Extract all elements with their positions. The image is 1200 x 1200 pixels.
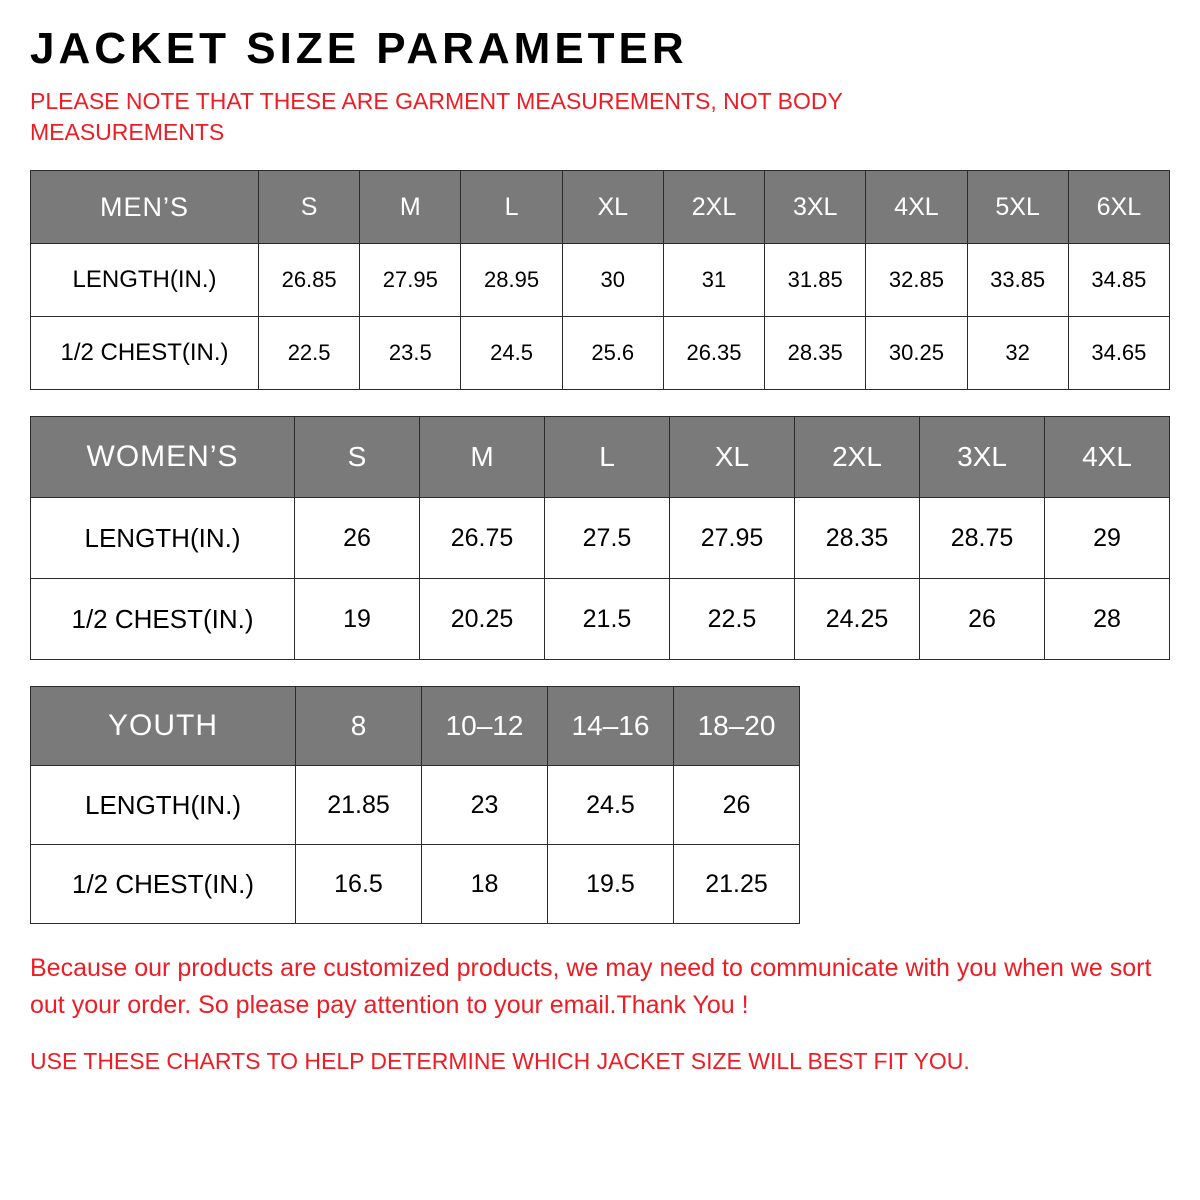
table-cell: 29 bbox=[1045, 498, 1170, 579]
table-row bbox=[31, 244, 1170, 317]
table-row bbox=[31, 766, 800, 845]
table-cell: 20.25 bbox=[420, 579, 545, 660]
table-cell: 27.95 bbox=[360, 244, 461, 317]
table-cell: 26.85 bbox=[259, 244, 360, 317]
table-cell: 19 bbox=[295, 579, 420, 660]
table-cell: 22.5 bbox=[259, 317, 360, 390]
row-label: 1/2 CHEST(IN.) bbox=[31, 317, 259, 390]
table-cell: 24.5 bbox=[461, 317, 562, 390]
table-row bbox=[31, 579, 1170, 660]
table-cell: 23.5 bbox=[360, 317, 461, 390]
header-cell-size: L bbox=[545, 417, 670, 498]
garment-measurement-note: PLEASE NOTE THAT THESE ARE GARMENT MEASUREMENTS, NOT BODY MEASUREMENTS bbox=[30, 88, 843, 146]
table-header-row bbox=[31, 171, 1170, 244]
table-cell: 30.25 bbox=[866, 317, 967, 390]
mens-size-table bbox=[30, 170, 1170, 390]
youth-size-table bbox=[30, 686, 800, 924]
header-cell-size: 10–12 bbox=[422, 687, 548, 766]
table-header-row bbox=[31, 687, 800, 766]
table-cell: 16.5 bbox=[296, 845, 422, 924]
header-cell-size: 4XL bbox=[1045, 417, 1170, 498]
header-cell-size: XL bbox=[562, 171, 663, 244]
header-cell-category: WOMEN’S bbox=[31, 417, 295, 498]
table-cell: 26.35 bbox=[663, 317, 764, 390]
header-cell-size: L bbox=[461, 171, 562, 244]
table-cell: 28.35 bbox=[795, 498, 920, 579]
header-cell-category: MEN’S bbox=[31, 171, 259, 244]
table-row bbox=[31, 317, 1170, 390]
table-cell: 31 bbox=[663, 244, 764, 317]
header-cell-size: 14–16 bbox=[548, 687, 674, 766]
row-label: LENGTH(IN.) bbox=[31, 498, 295, 579]
header-cell-size: 5XL bbox=[967, 171, 1068, 244]
table-cell: 33.85 bbox=[967, 244, 1068, 317]
row-label: 1/2 CHEST(IN.) bbox=[31, 845, 296, 924]
header-cell-category: YOUTH bbox=[31, 687, 296, 766]
header-cell-size: 3XL bbox=[920, 417, 1045, 498]
header-cell-size: XL bbox=[670, 417, 795, 498]
table-cell: 21.5 bbox=[545, 579, 670, 660]
header-cell-size: 8 bbox=[296, 687, 422, 766]
table-cell: 28 bbox=[1045, 579, 1170, 660]
table-cell: 32 bbox=[967, 317, 1068, 390]
header-cell-size: 4XL bbox=[866, 171, 967, 244]
table-cell: 19.5 bbox=[548, 845, 674, 924]
table-cell: 32.85 bbox=[866, 244, 967, 317]
header-cell-size: 3XL bbox=[765, 171, 866, 244]
table-cell: 26 bbox=[674, 766, 800, 845]
header-cell-size: 18–20 bbox=[674, 687, 800, 766]
table-cell: 21.85 bbox=[296, 766, 422, 845]
womens-size-table bbox=[30, 416, 1170, 660]
table-cell: 23 bbox=[422, 766, 548, 845]
table-row bbox=[31, 498, 1170, 579]
table-cell: 18 bbox=[422, 845, 548, 924]
row-label: LENGTH(IN.) bbox=[31, 766, 296, 845]
table-cell: 26 bbox=[920, 579, 1045, 660]
table-cell: 34.85 bbox=[1068, 244, 1169, 317]
header-cell-size: 6XL bbox=[1068, 171, 1169, 244]
header-cell-size: S bbox=[295, 417, 420, 498]
table-cell: 24.5 bbox=[548, 766, 674, 845]
table-header-row bbox=[31, 417, 1170, 498]
row-label: LENGTH(IN.) bbox=[31, 244, 259, 317]
table-cell: 25.6 bbox=[562, 317, 663, 390]
header-cell-size: S bbox=[259, 171, 360, 244]
header-cell-size: 2XL bbox=[795, 417, 920, 498]
header-cell-size: M bbox=[360, 171, 461, 244]
chart-usage-notice: USE THESE CHARTS TO HELP DETERMINE WHICH JACKET SIZE WILL BEST FIT YOU. bbox=[30, 1047, 970, 1074]
table-cell: 27.5 bbox=[545, 498, 670, 579]
table-cell: 31.85 bbox=[765, 244, 866, 317]
table-cell: 21.25 bbox=[674, 845, 800, 924]
table-cell: 28.35 bbox=[765, 317, 866, 390]
row-label: 1/2 CHEST(IN.) bbox=[31, 579, 295, 660]
table-cell: 24.25 bbox=[795, 579, 920, 660]
page-title: JACKET SIZE PARAMETER bbox=[30, 24, 688, 73]
table-cell: 30 bbox=[562, 244, 663, 317]
customization-notice: Because our products are customized products, we may need to communicate with you when we sort out your order. So please pay attention to your email.Thank You ! bbox=[30, 954, 1152, 1019]
table-row bbox=[31, 845, 800, 924]
header-cell-size: 2XL bbox=[663, 171, 764, 244]
header-cell-size: M bbox=[420, 417, 545, 498]
table-cell: 26.75 bbox=[420, 498, 545, 579]
table-cell: 34.65 bbox=[1068, 317, 1169, 390]
table-cell: 28.75 bbox=[920, 498, 1045, 579]
table-cell: 26 bbox=[295, 498, 420, 579]
table-cell: 22.5 bbox=[670, 579, 795, 660]
table-cell: 27.95 bbox=[670, 498, 795, 579]
table-cell: 28.95 bbox=[461, 244, 562, 317]
